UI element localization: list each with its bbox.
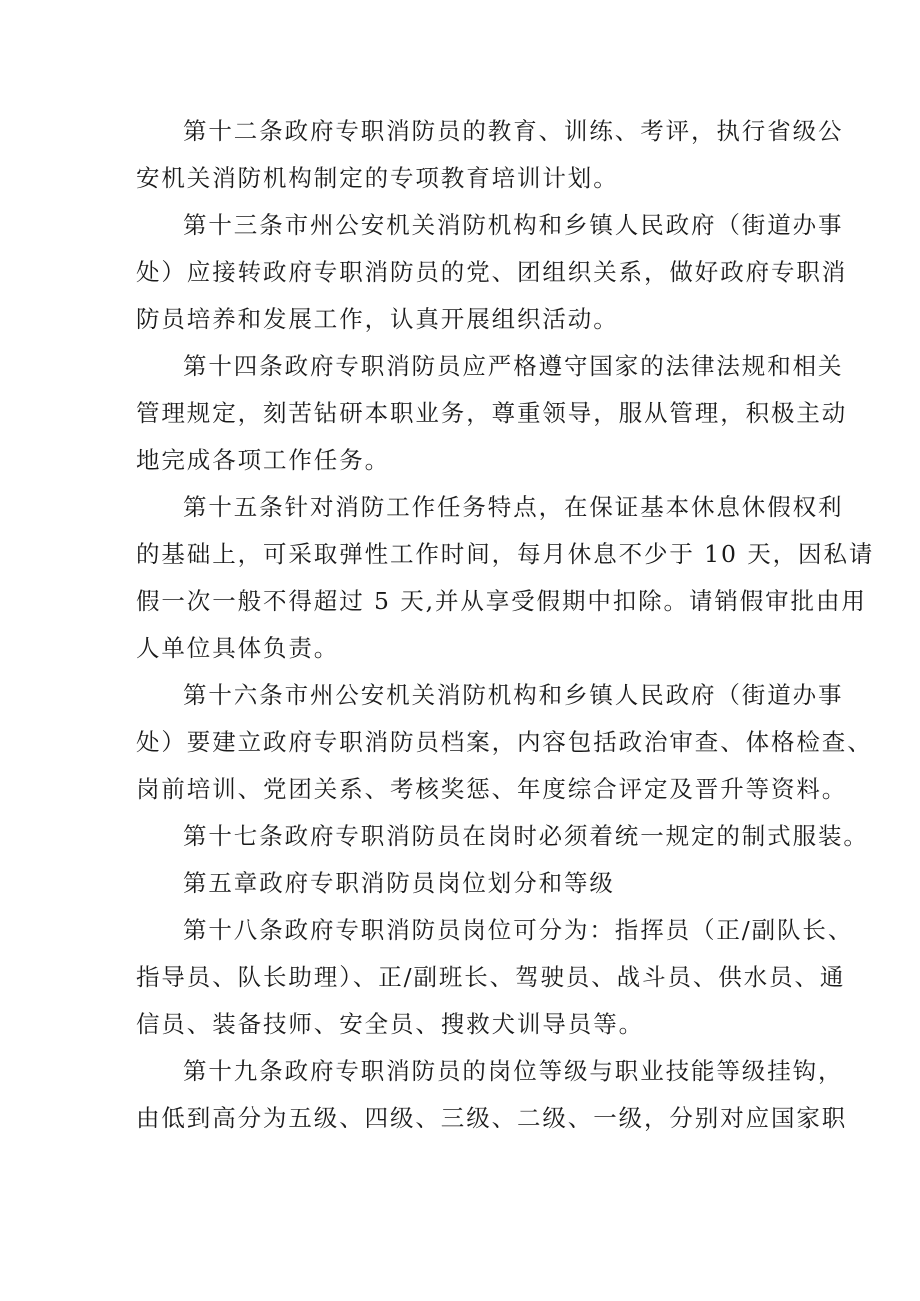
article-14-line-3: 地完成各项工作任务。 [136,446,390,474]
article-16-line-1: 第十六条市州公安机关消防机构和乡镇人民政府（街道办事 [183,681,844,709]
article-15-line-3: 假一次一般不得超过 5 天,并从享受假期中扣除。请销假审批由用 [136,587,867,615]
article-16-line-3: 岗前培训、党团关系、考核奖惩、年度综合评定及晋升等资料。 [136,775,848,803]
chapter-5-heading: 第五章政府专职消防员岗位划分和等级 [183,869,615,897]
article-19-line-1: 第十九条政府专职消防员的岗位等级与职业技能等级挂钩， [183,1057,844,1085]
article-14-line-1: 第十四条政府专职消防员应严格遵守国家的法律法规和相关 [183,352,844,380]
article-12-line-1: 第十二条政府专职消防员的教育、训练、考评，执行省级公 [183,117,844,145]
document-body [136,112,875,1146]
article-12-line-2: 安机关消防机构制定的专项教育培训计划。 [136,164,619,192]
article-18-line-3: 信员、装备技师、安全员、搜救犬训导员等。 [136,1010,644,1038]
article-13-line-1: 第十三条市州公安机关消防机构和乡镇人民政府（街道办事 [183,211,844,239]
article-18-line-1: 第十八条政府专职消防员岗位可分为：指挥员（正/副队长、 [183,916,854,944]
article-15-line-1: 第十五条针对消防工作任务特点，在保证基本休息休假权利 [183,493,844,521]
article-16-line-2: 处）要建立政府专职消防员档案，内容包括政治审查、体格检查、 [136,728,873,756]
article-17-line-1: 第十七条政府专职消防员在岗时必须着统一规定的制式服装。 [183,822,869,850]
article-15-line-4: 人单位具体负责。 [136,634,340,662]
article-13-line-3: 防员培养和发展工作，认真开展组织活动。 [136,305,619,333]
article-13-line-2: 处）应接转政府专职消防员的党、团组织关系，做好政府专职消 [136,258,848,286]
article-14-line-2: 管理规定，刻苦钻研本职业务，尊重领导，服从管理，积极主动 [136,399,848,427]
article-15-line-2: 的基础上，可采取弹性工作时间，每月休息不少于 10 天，因私请 [136,540,875,568]
article-19-line-2: 由低到高分为五级、四级、三级、二级、一级，分别对应国家职 [136,1104,848,1132]
article-18-line-2: 指导员、队长助理）、正/副班长、驾驶员、战斗员、供水员、通 [136,963,846,991]
